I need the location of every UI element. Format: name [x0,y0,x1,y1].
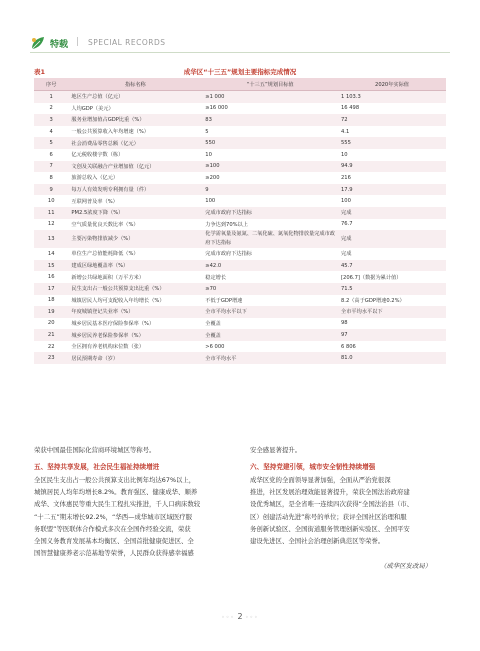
cell-actual: 94.9 [338,161,446,173]
indicator-table [34,78,446,364]
header-divider [30,52,450,53]
table-row [34,295,446,307]
section-heading-six: 六、坚持党建引领，城市安全韧性持续增强 [250,463,376,471]
column-header-actual: 2020年实际值 [338,78,446,91]
cell-indicator: 民生支出占一般公共预算支出比重（%） [68,283,202,295]
cell-target: 9 [202,184,338,196]
paragraph-line: 全国义务教育发展基本均衡区、全国首批健康促进区、全 [34,537,194,546]
paragraph-line: 务联盟”等医联体合作模式多次在全国作经验交流，荣获 [34,524,191,533]
cell-index: 16 [34,271,68,283]
cell-target: ≥42.0 [202,260,338,272]
cell-target: >6 000 [202,341,338,353]
cell-target: 100 [202,195,338,207]
table-row [34,341,446,353]
cell-target: 全覆盖 [202,329,338,341]
cell-index: 4 [34,126,68,138]
left-paragraph [34,474,234,559]
cell-indicator: 地区生产总值（亿元） [68,91,202,103]
cell-index: 12 [34,219,68,231]
cell-index: 17 [34,283,68,295]
section-heading-five: 五、坚持共享发展，社会民生福祉持续增进 [34,463,160,471]
cell-target: 全覆盖 [202,318,338,330]
table-row [34,184,446,196]
cell-index: 13 [34,230,68,248]
cell-target: ≥16 000 [202,103,338,115]
cell-index: 1 [34,91,68,103]
paragraph-line: 区）创建活动先进”称号的单位；获评全国社区治理和服 [250,512,407,521]
cell-actual: 16 498 [338,103,446,115]
table-row [34,329,446,341]
table-row [34,161,446,173]
cell-indicator: 空气质量优良天数比率（%） [68,219,202,231]
source-note: （成华区发改局） [380,562,432,570]
cell-actual: 71.5 [338,283,446,295]
cell-indicator: 主要污染物排放减少（%） [68,230,202,248]
paragraph-line: 推进，社区发展治理效能显著提升，荣获全国法治政府建 [250,488,410,497]
column-header-indicator: 指标名称 [68,78,202,91]
table-row [34,352,446,364]
column-header-target: “十三五”规划目标值 [202,78,338,91]
cell-actual: 8.2（高于GDP增速0.2%） [338,295,446,307]
section-subtitle: SPECIAL RECORDS [88,38,166,47]
cell-target: 10 [202,149,338,161]
paragraph-line: 设优秀城区，是全省唯一连续四次获得“全国法治县（市、 [250,500,414,509]
table-row [34,172,446,184]
section-title: 特载 [50,40,69,50]
cell-indicator: 一般公共预算收入年均增速（%） [68,126,202,138]
cell-actual: 216 [338,172,446,184]
cell-target: 550 [202,137,338,149]
cell-index: 14 [34,248,68,260]
cell-actual: [206.7]（数据为累计值） [338,271,446,283]
table-row [34,103,446,115]
cell-target: 全市平均水平 [202,352,338,364]
table-header-row [34,78,446,91]
cell-index: 19 [34,306,68,318]
cell-indicator: 年度城镇登记失业率（%） [68,306,202,318]
table-body [34,91,446,365]
cell-indicator: 城乡居民基本医疗保险参保率（%） [68,318,202,330]
cell-target: ≥200 [202,172,338,184]
page-number-value: 2 [237,612,243,621]
cell-index: 9 [34,184,68,196]
cell-target: 不低于GDP增速 [202,295,338,307]
cell-indicator: 人均GDP（美元） [68,103,202,115]
cell-actual: 全市平均水平以下 [338,306,446,318]
cell-target: 化学需氧量及氨氮、二氧化硫、氮氧化物排放量完成市政府下达指标 [202,230,338,248]
table-row [34,137,446,149]
table-row [34,207,446,219]
cell-index: 6 [34,149,68,161]
cell-actual: 76.7 [338,219,446,231]
cell-actual: 1 103.3 [338,91,446,103]
table-row [34,306,446,318]
table-row [34,219,446,231]
leaf-logo-icon [30,36,46,50]
cell-actual: 98 [338,318,446,330]
cell-indicator: PM2.5浓度下降（%） [68,207,202,219]
right-ornament-icon: ◦◦◦ [245,614,259,621]
cell-target: ≥100 [202,161,338,173]
table-label: 表1 [34,68,46,76]
cell-indicator: 居民预期寿命（岁） [68,352,202,364]
cell-index: 23 [34,352,68,364]
cell-target: 全市平均水平以下 [202,306,338,318]
cell-indicator: 城镇居民人均可支配收入年均增长（%） [68,295,202,307]
paragraph-line: 国智慧健康养老示范基地等荣誉，人民群众获得感幸福感 [34,549,194,558]
cell-index: 20 [34,318,68,330]
cell-index: 22 [34,341,68,353]
paragraph-line: 建设先进区、全国社会治理创新典范区等荣誉。 [250,537,385,546]
page-header [30,36,450,52]
table-row [34,248,446,260]
cell-target: ≥1 000 [202,91,338,103]
cell-indicator: 新增公共绿地面积（万平方米） [68,271,202,283]
cell-index: 2 [34,103,68,115]
cell-indicator: 互联网普及率（%） [68,195,202,207]
cell-target: 5 [202,126,338,138]
cell-actual: 555 [338,137,446,149]
cell-actual: 6 806 [338,341,446,353]
paragraph-line: 城镇居民人均年均增长8.2%。教育强区、健康成华、顺养 [34,488,198,497]
paragraph-line: 务创新试验区、全国街道服务管理创新实验区、全国平安 [250,524,410,533]
cell-target: 83 [202,114,338,126]
paragraph-line: “十二五”期末增长92.2%，“华西—成华城市区域医疗服 [34,512,193,521]
cell-indicator: 旅游总收入（亿元） [68,172,202,184]
cell-index: 21 [34,329,68,341]
paragraph-line: 全区民生支出占一般公共预算支出比例年均达67%以上， [34,476,196,484]
cell-target: 稳定增长 [202,271,338,283]
cell-indicator: 社会消费品零售总额（亿元） [68,137,202,149]
cell-actual: 17.9 [338,184,446,196]
cell-indicator: 服务业增加值占GDP比重（%） [68,114,202,126]
cell-indicator: 建成区绿地覆盖率（%） [68,260,202,272]
cell-target: 力争达到70%以上 [202,219,338,231]
cell-target: ≥70 [202,283,338,295]
cell-index: 8 [34,172,68,184]
header-separator: | [76,37,80,47]
cell-actual: 100 [338,195,446,207]
cell-actual: 81.0 [338,352,446,364]
left-intro: 荣获中国最佳国际化营商环境城区等称号。 [34,446,156,454]
column-header-index: 序号 [34,78,68,91]
cell-indicator: 每万人有效发明专利拥有量（件） [68,184,202,196]
table-row [34,126,446,138]
paragraph-line: 成华、文体惠民等重大民生工程扎实推进，千人口病床数较 [34,500,201,509]
table-title: 成华区“十三五”规划主要指标完成情况 [183,68,297,76]
cell-indicator: 城乡居民养老保险参保率（%） [68,329,202,341]
cell-index: 5 [34,137,68,149]
cell-indicator: 亿元税收楼宇数（栋） [68,149,202,161]
cell-indicator: 文创及关联融合产业增加值（亿元） [68,161,202,173]
cell-index: 15 [34,260,68,272]
cell-target: 完成市政府下达指标 [202,207,338,219]
left-ornament-icon: ◦◦◦ [221,614,235,621]
cell-actual: 4.1 [338,126,446,138]
table-row [34,260,446,272]
cell-target: 完成市政府下达指标 [202,248,338,260]
cell-index: 10 [34,195,68,207]
right-paragraph [250,474,450,547]
table-row [34,149,446,161]
table-row [34,114,446,126]
cell-index: 11 [34,207,68,219]
cell-actual: 完成 [338,230,446,248]
cell-indicator: 单位生产总值能耗降低（%） [68,248,202,260]
cell-actual: 45.7 [338,260,446,272]
cell-actual: 完成 [338,248,446,260]
table-row [34,283,446,295]
cell-indicator: 全区拥有养老机构床位数（张） [68,341,202,353]
table-row [34,271,446,283]
cell-actual: 72 [338,114,446,126]
cell-actual: 97 [338,329,446,341]
cell-index: 3 [34,114,68,126]
cell-index: 7 [34,161,68,173]
table-row [34,195,446,207]
paragraph-line: 成华区党的全面领导显著加强，全面从严治党很深 [250,476,391,484]
cell-index: 18 [34,295,68,307]
table-row [34,318,446,330]
table-row [34,91,446,103]
cell-actual: 完成 [338,207,446,219]
cell-actual: 10 [338,149,446,161]
table-row [34,230,446,248]
page-number [0,612,480,621]
right-intro: 安全感显著提升。 [250,446,302,454]
